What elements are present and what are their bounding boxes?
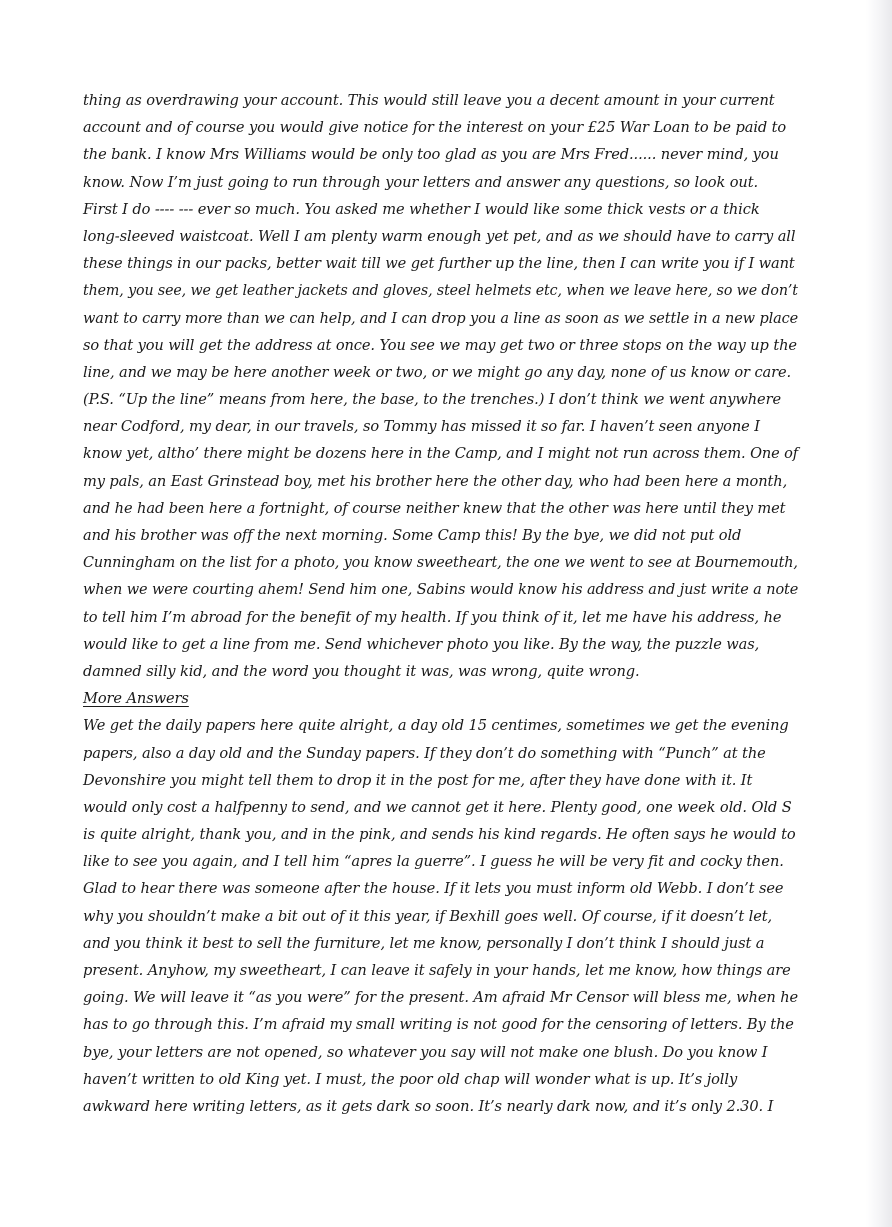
text-line: going. We will leave it “as you were” for the present. Am afraid Mr Censor will bless me, when he [83,989,799,1007]
text-line: account and of course you would give notice for the interest on your £25 War Loan to be paid to [83,119,787,137]
text-line: them, you see, we get leather jackets and gloves, steel helmets etc, when we leave here, so we don’t [83,282,798,300]
section-heading: More Answers [83,690,189,708]
text-line: has to go through this. I’m afraid my small writing is not good for the censoring of letters. By the [83,1016,794,1034]
text-line: We get the daily papers here quite alright, a day old 15 centimes, sometimes we get the evening [83,717,789,735]
text-line: Glad to hear there was someone after the house. If it lets you must inform old Webb. I don’t see [83,880,784,898]
text-line: and you think it best to sell the furniture, let me know, personally I don’t think I should just a [83,934,765,952]
text-line: present. Anyhow, my sweetheart, I can leave it safely in your hands, let me know, how things are [83,962,791,979]
text-line: when we were courting ahem! Send him one, Sabins would know his address and just write a note [83,581,799,599]
text-line: Cunningham on the list for a photo, you know sweetheart, the one we went to see at Bournemouth, [83,554,798,572]
text-line: know. Now I’m just going to run through your letters and answer any questions, so look out. [83,173,759,191]
text-line: the bank. I know Mrs Williams would be only too glad as you are Mrs Fred...... never mind, you [83,146,779,164]
text-line: thing as overdrawing your account. This would still leave you a decent amount in your current [83,92,775,109]
paragraph-second [83,712,798,1120]
text-line: would like to get a line from me. Send whichever photo you like. By the way, the puzzle was, [83,635,760,653]
text-line: Devonshire you might tell them to drop it in the post for me, after they have done with it. It [83,771,753,789]
text-line: and he had been here a fortnight, of course neither knew that the other was here until they met [83,499,786,517]
text-line: know yet, altho’ there might be dozens here in the Camp, and I might not run across them. One of [83,445,799,463]
text-line: damned silly kid, and the word you thought it was, was wrong, quite wrong. [83,662,640,680]
paragraph-first [83,87,798,685]
text-line: haven’t written to old King yet. I must, the poor old chap will wonder what is up. It’s jolly [83,1070,738,1088]
text-line: First I do ---- --- ever so much. You asked me whether I would like some thick vests or a thick [83,200,760,218]
letter-body [83,87,798,1120]
text-line: want to carry more than we can help, and I can drop you a line as soon as we settle in a new place [83,309,799,327]
text-line: to tell him I’m abroad for the benefit of my health. If you think of it, let me have his address, he [83,608,782,626]
text-line: would only cost a halfpenny to send, and we cannot get it here. Plenty good, one week old. Old S [83,798,792,816]
text-line: so that you will get the address at once. You see we may get two or three stops on the way up the [83,336,797,354]
text-line: long-sleeved waistcoat. Well I am plenty warm enough yet pet, and as we should have to carry all [83,227,796,245]
text-line: near Codford, my dear, in our travels, so Tommy has missed it so far. I haven’t seen anyone I [83,418,760,436]
text-line: like to see you again, and I tell him “apres la guerre”. I guess he will be very fit and cocky then. [83,853,784,871]
text-line: these things in our packs, better wait till we get further up the line, then I can write you if I want [83,255,795,273]
text-line: line, and we may be here another week or two, or we might go any day, none of us know or care. [83,363,792,381]
text-line: is quite alright, thank you, and in the pink, and sends his kind regards. He often says he would to [83,826,796,844]
text-line: papers, also a day old and the Sunday papers. If they don’t do something with “Punch” at the [83,744,766,762]
text-line: awkward here writing letters, as it gets dark so soon. It’s nearly dark now, and it’s only 2.30. I [83,1097,774,1115]
text-line: why you shouldn’t make a bit out of it this year, if Bexhill goes well. Of course, if it doesn’t let, [83,907,773,925]
text-line: (P.S. “Up the line” means from here, the base, to the trenches.) I don’t think we went anywhere [83,391,781,409]
text-line: and his brother was off the next morning. Some Camp this! By the bye, we did not put old [83,527,742,544]
text-line: my pals, an East Grinstead boy, met his brother here the other day, who had been here a month, [83,472,788,490]
text-line: bye, your letters are not opened, so whatever you say will not make one blush. Do you know I [83,1043,768,1061]
page-edge-shadow [866,0,892,1227]
